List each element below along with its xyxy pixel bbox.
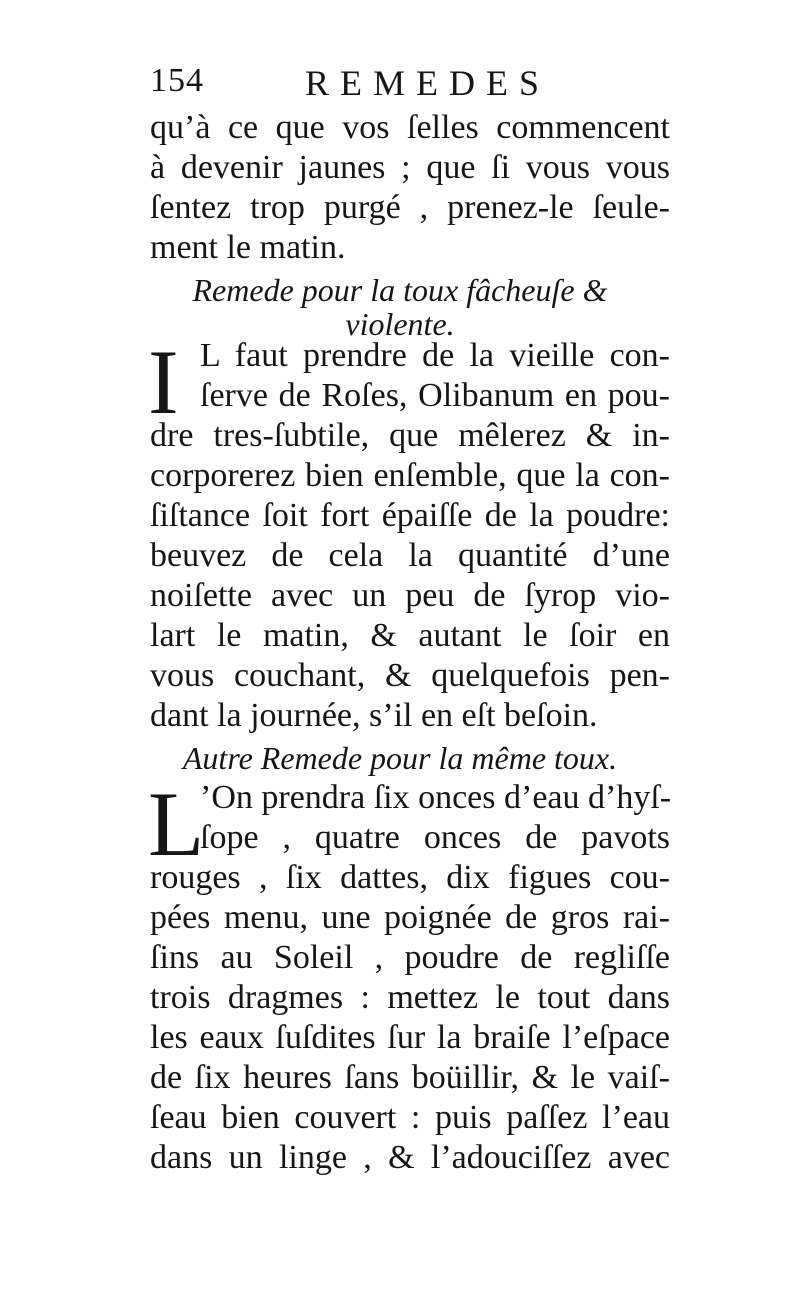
text-line: dre tres-ſubtile, que mêlerez & in-: [150, 417, 670, 454]
text-line: ment le matin.: [150, 229, 346, 266]
text-line: dant la journée, s’il en eſt beſoin.: [150, 697, 598, 734]
text-line: pées menu, une poignée de gros rai-: [150, 899, 670, 936]
text-line: ſerve de Roſes, Olibanum en pou-: [200, 377, 670, 414]
page-number: 154: [150, 62, 204, 99]
running-head: REMEDES: [305, 63, 551, 103]
text-line: ſeau bien couvert : puis paſſez l’eau: [150, 1099, 670, 1136]
text-line: dans un linge , & l’adouciſſez avec: [150, 1139, 670, 1176]
text-line: ’On prendra ſix onces d’eau d’hyſ-: [200, 779, 672, 816]
text-line: rouges , ſix dattes, dix figues cou-: [150, 859, 670, 896]
text-line: ſentez trop purgé , prenez-le ſeule-: [150, 189, 670, 226]
text-line: les eaux ſuſdites ſur la braiſe l’eſpace: [150, 1019, 670, 1056]
text-line: ſins au Soleil , poudre de regliſſe: [150, 939, 670, 976]
text-line: trois dragmes : mettez le tout dans: [150, 979, 670, 1016]
text-line: noiſette avec un peu de ſyrop vio-: [150, 577, 670, 614]
section-heading: Autre Remede pour la même toux.: [182, 740, 618, 776]
text-line: ſope , quatre onces de pavots: [200, 819, 670, 856]
text-line: à devenir jaunes ; que ſi vous vous: [150, 149, 670, 186]
section-heading: violente.: [345, 306, 455, 342]
text-line: vous couchant, & quelquefois pen-: [150, 657, 670, 694]
drop-cap: I: [148, 331, 179, 433]
text-line: ſiſtance ſoit fort épaiſſe de la poudre:: [150, 497, 670, 534]
page-header: [150, 62, 670, 110]
text-line: beuvez de cela la quantité d’une: [150, 537, 670, 574]
text-line: qu’à ce que vos ſelles commencent: [150, 109, 670, 146]
text-line: de ſix heures ſans boüillir, & le vaiſ-: [150, 1059, 670, 1096]
text-line: L faut prendre de la vieille con-: [200, 337, 670, 374]
text-line: corporerez bien enſemble, que la con-: [150, 457, 670, 494]
section-heading: Remede pour la toux fâcheuſe &: [192, 272, 608, 308]
text-line: lart le matin, & autant le ſoir en: [150, 617, 670, 654]
drop-cap: L: [148, 773, 205, 875]
